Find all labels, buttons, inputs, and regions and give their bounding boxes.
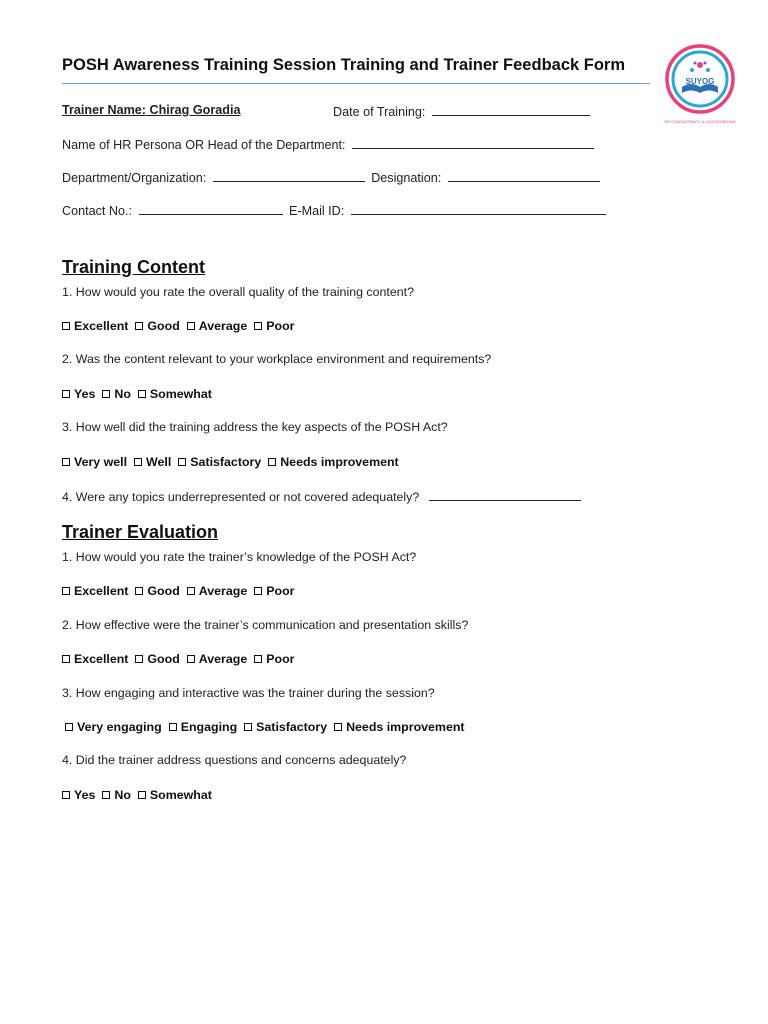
tc-question-2: 2. Was the content relevant to your workplace environment and requirements? xyxy=(62,352,492,366)
te-question-2: 2. How effective were the trainer’s communication and presentation skills? xyxy=(62,618,469,632)
designation-label: Designation: xyxy=(371,171,442,185)
te-q2-options-option[interactable] xyxy=(135,652,179,666)
tc-q1-options-option[interactable] xyxy=(62,319,128,333)
te-q4-options-option[interactable] xyxy=(138,788,212,802)
department-label: Department/Organization: xyxy=(62,171,207,185)
te-q1-options-option[interactable] xyxy=(62,584,128,598)
te-q2-options-option[interactable] xyxy=(187,652,247,666)
option-label: Engaging xyxy=(180,720,238,734)
tc-q2-options-option[interactable] xyxy=(62,387,95,401)
te-q2-options-option[interactable] xyxy=(254,652,294,666)
checkbox-icon[interactable] xyxy=(135,587,143,595)
option-label: Excellent xyxy=(74,584,129,598)
te-q4-options-option[interactable] xyxy=(102,788,131,802)
tc-q3-options xyxy=(62,455,406,469)
checkbox-icon[interactable] xyxy=(102,791,110,799)
trainer-name: Trainer Name: Chirag Goradia xyxy=(62,103,241,117)
checkbox-icon[interactable] xyxy=(135,322,143,330)
te-q3-options xyxy=(65,720,472,734)
option-label: Satisfactory xyxy=(256,720,328,734)
option-label: Satisfactory xyxy=(190,455,262,469)
checkbox-icon[interactable] xyxy=(187,322,195,330)
te-q1-options xyxy=(62,584,301,598)
checkbox-icon[interactable] xyxy=(65,723,73,731)
checkbox-icon[interactable] xyxy=(254,322,262,330)
hr-name-row xyxy=(62,136,594,152)
tc-q1-options-option[interactable] xyxy=(187,319,247,333)
checkbox-icon[interactable] xyxy=(62,322,70,330)
contact-field[interactable] xyxy=(139,202,283,215)
tc-q3-options-option[interactable] xyxy=(134,455,171,469)
option-label: Excellent xyxy=(74,652,129,666)
checkbox-icon[interactable] xyxy=(268,458,276,466)
checkbox-icon[interactable] xyxy=(254,587,262,595)
hr-name-label: Name of HR Persona OR Head of the Department: xyxy=(62,138,346,152)
checkbox-icon[interactable] xyxy=(254,655,262,663)
option-label: Somewhat xyxy=(149,788,212,802)
checkbox-icon[interactable] xyxy=(62,390,70,398)
option-label: Average xyxy=(198,319,248,333)
department-row xyxy=(62,169,600,185)
contact-row xyxy=(62,202,606,218)
tc-q3-options-option[interactable] xyxy=(178,455,261,469)
email-label: E-Mail ID: xyxy=(289,204,345,218)
checkbox-icon[interactable] xyxy=(102,390,110,398)
te-q1-options-option[interactable] xyxy=(254,584,294,598)
te-q1-options-option[interactable] xyxy=(135,584,179,598)
te-q3-options-option[interactable] xyxy=(334,720,464,734)
tc-q2-options xyxy=(62,387,219,401)
option-label: Good xyxy=(147,652,180,666)
checkbox-icon[interactable] xyxy=(138,791,146,799)
option-label: Poor xyxy=(266,584,295,598)
tc-q4-answer-field[interactable] xyxy=(429,488,581,501)
option-label: Good xyxy=(147,584,180,598)
te-question-4: 4. Did the trainer address questions and concerns adequately? xyxy=(62,753,407,767)
te-q3-options-option[interactable] xyxy=(244,720,327,734)
option-label: No xyxy=(114,788,131,802)
checkbox-icon[interactable] xyxy=(135,655,143,663)
option-label: Yes xyxy=(74,788,96,802)
checkbox-icon[interactable] xyxy=(138,390,146,398)
te-question-3: 3. How engaging and interactive was the trainer during the session? xyxy=(62,686,435,700)
suyog-logo xyxy=(664,43,736,135)
tc-q1-options-option[interactable] xyxy=(254,319,294,333)
checkbox-icon[interactable] xyxy=(62,587,70,595)
logo-name: SUYOG xyxy=(685,77,715,86)
checkbox-icon[interactable] xyxy=(334,723,342,731)
checkbox-icon[interactable] xyxy=(62,655,70,663)
option-label: Very well xyxy=(74,455,128,469)
te-question-1: 1. How would you rate the trainer’s knowledge of the POSH Act? xyxy=(62,550,417,564)
designation-field[interactable] xyxy=(448,169,600,182)
option-label: Good xyxy=(147,319,180,333)
tc-q3-options-option[interactable] xyxy=(62,455,127,469)
option-label: No xyxy=(114,387,131,401)
option-label: Average xyxy=(198,652,248,666)
option-label: Yes xyxy=(74,387,96,401)
option-label: Poor xyxy=(266,319,295,333)
date-of-training-row xyxy=(333,103,590,119)
checkbox-icon[interactable] xyxy=(62,791,70,799)
date-of-training-label: Date of Training: xyxy=(333,105,426,119)
form-title: POSH Awareness Training Session Training and Trainer Feedback Form xyxy=(62,56,626,74)
option-label: Needs improvement xyxy=(280,455,399,469)
te-q4-options-option[interactable] xyxy=(62,788,95,802)
te-q4-options xyxy=(62,788,219,802)
tc-question-4-row xyxy=(62,488,581,504)
checkbox-icon[interactable] xyxy=(187,655,195,663)
contact-label: Contact No.: xyxy=(62,204,132,218)
tc-q2-options-option[interactable] xyxy=(102,387,131,401)
checkbox-icon[interactable] xyxy=(169,723,177,731)
training-content-heading: Training Content xyxy=(62,257,205,277)
te-q3-options-option[interactable] xyxy=(65,720,162,734)
checkbox-icon[interactable] xyxy=(244,723,252,731)
tc-q1-options xyxy=(62,319,301,333)
option-label: Somewhat xyxy=(149,387,212,401)
option-label: Needs improvement xyxy=(346,720,465,734)
option-label: Poor xyxy=(266,652,295,666)
title-divider xyxy=(62,83,650,84)
checkbox-icon[interactable] xyxy=(134,458,142,466)
trainer-evaluation-heading: Trainer Evaluation xyxy=(62,522,219,542)
option-label: Very engaging xyxy=(77,720,162,734)
logo-emblem-icon xyxy=(664,43,736,135)
trainer-name-row xyxy=(62,103,240,117)
date-of-training-field[interactable] xyxy=(432,103,590,116)
tc-q3-options-option[interactable] xyxy=(268,455,398,469)
option-label: Well xyxy=(146,455,172,469)
te-q2-options-option[interactable] xyxy=(62,652,128,666)
tc-question-4: 4. Were any topics underrepresented or not covered adequately? xyxy=(62,490,420,504)
hr-name-field[interactable] xyxy=(352,136,594,149)
te-q3-options-option[interactable] xyxy=(169,720,237,734)
checkbox-icon[interactable] xyxy=(62,458,70,466)
checkbox-icon[interactable] xyxy=(178,458,186,466)
te-q1-options-option[interactable] xyxy=(187,584,247,598)
option-label: Average xyxy=(198,584,248,598)
option-label: Excellent xyxy=(74,319,129,333)
tc-question-1: 1. How would you rate the overall quality of the training content? xyxy=(62,285,414,299)
tc-q1-options-option[interactable] xyxy=(135,319,179,333)
logo-tagline: HR CONSULTANCY & OUTSOURCING xyxy=(664,119,736,124)
checkbox-icon[interactable] xyxy=(187,587,195,595)
tc-q2-options-option[interactable] xyxy=(138,387,212,401)
department-field[interactable] xyxy=(213,169,365,182)
email-field[interactable] xyxy=(351,202,606,215)
te-q2-options xyxy=(62,652,301,666)
tc-question-3: 3. How well did the training address the key aspects of the POSH Act? xyxy=(62,420,448,434)
